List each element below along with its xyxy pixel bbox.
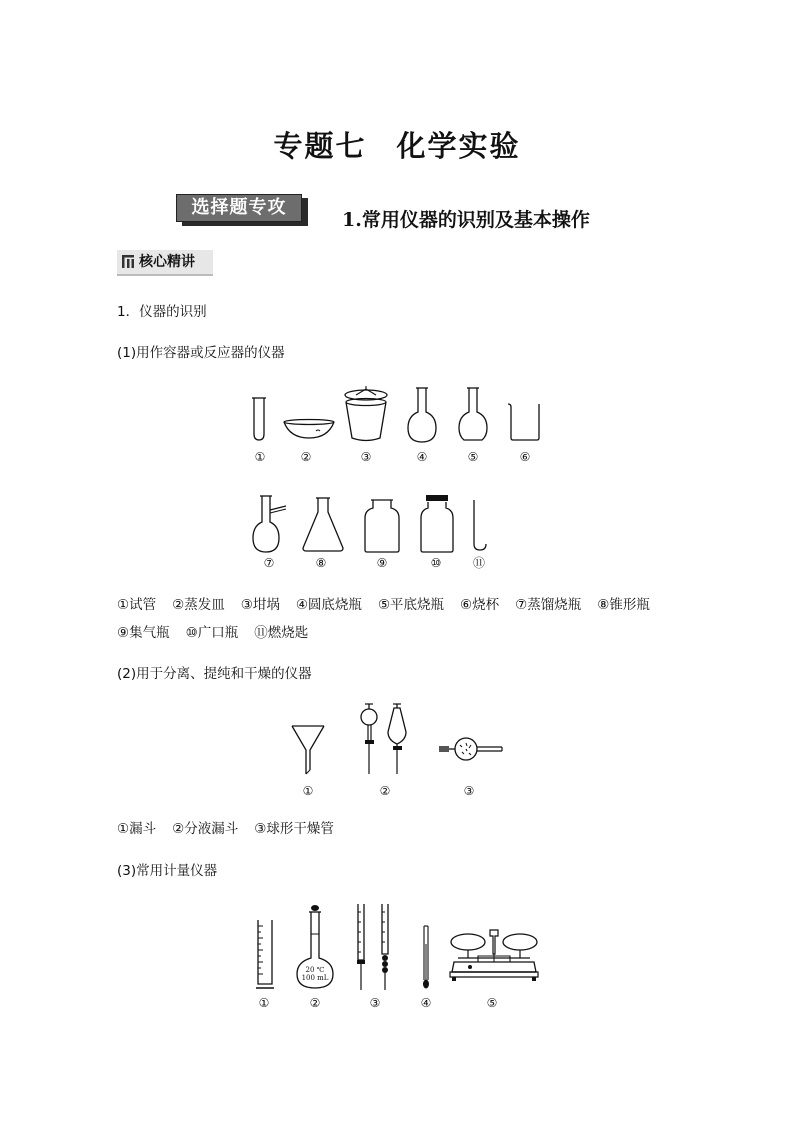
name-item: ③球形干燥管 xyxy=(254,821,334,837)
volumetric-flask-icon xyxy=(294,904,336,990)
graduated-cylinder-icon xyxy=(255,918,275,990)
combustion-spoon-icon xyxy=(468,498,488,554)
group2-names xyxy=(117,820,350,838)
g3-caption-5: ⑤ xyxy=(486,996,498,1010)
separatory-funnel-icon xyxy=(356,702,410,778)
funnel-icon xyxy=(290,724,326,776)
core-label: 核心精讲 xyxy=(139,254,195,270)
caption-8: ⑧ xyxy=(315,556,327,570)
name-item: ⑥烧杯 xyxy=(460,597,500,613)
group1-names-line1 xyxy=(117,596,666,614)
wide-mouth-bottle-icon xyxy=(418,494,456,554)
round-bottom-flask-icon xyxy=(405,386,439,444)
badge-label: 选择题专攻 xyxy=(176,194,302,222)
title-part-1: 专题七 xyxy=(273,129,367,163)
g3-caption-1: ① xyxy=(258,996,270,1010)
group3-heading: (3)常用计量仪器 xyxy=(117,863,218,879)
caption-9: ⑨ xyxy=(376,556,388,570)
name-item: ⑩广口瓶 xyxy=(185,625,239,641)
title-part-2: 化学实验 xyxy=(396,129,521,163)
section-marker-icon xyxy=(122,255,134,268)
caption-3: ③ xyxy=(360,450,372,464)
g3-caption-3: ③ xyxy=(369,996,381,1010)
balance-icon xyxy=(448,928,540,984)
name-item: ⑪燃烧匙 xyxy=(254,625,309,641)
name-item: ⑦蒸馏烧瓶 xyxy=(515,597,582,613)
g2-caption-3: ③ xyxy=(463,784,475,798)
name-item: ④圆底烧瓶 xyxy=(295,597,362,613)
flask-temperature-label: 20 ℃ xyxy=(305,966,325,974)
caption-4: ④ xyxy=(416,450,428,464)
heading-instrument-identification: 1．仪器的识别 xyxy=(117,304,207,320)
caption-7: ⑦ xyxy=(263,556,275,570)
name-item: ③坩埚 xyxy=(240,597,280,613)
caption-6: ⑥ xyxy=(519,450,531,464)
conical-flask-icon xyxy=(300,496,346,554)
name-item: ①漏斗 xyxy=(117,821,157,837)
g2-caption-2: ② xyxy=(379,784,391,798)
section-title: 1.常用仪器的识别及基本操作 xyxy=(342,209,590,231)
group2-heading: (2)用于分离、提纯和干燥的仪器 xyxy=(117,666,312,682)
group1-names-line2 xyxy=(117,624,324,642)
test-tube-icon xyxy=(250,396,268,444)
flat-bottom-flask-icon xyxy=(456,386,490,444)
crucible-icon xyxy=(342,386,390,444)
core-label-box xyxy=(117,250,213,276)
caption-2: ② xyxy=(300,450,312,464)
name-item: ②分液漏斗 xyxy=(172,821,239,837)
group1-heading: (1)用作容器或反应器的仪器 xyxy=(117,345,285,361)
g3-caption-2: ② xyxy=(309,996,321,1010)
g2-caption-1: ① xyxy=(302,784,314,798)
name-item: ①试管 xyxy=(117,597,157,613)
caption-5: ⑤ xyxy=(467,450,479,464)
name-item: ⑨集气瓶 xyxy=(117,625,170,641)
burettes-icon xyxy=(352,902,396,992)
page-title xyxy=(0,124,794,165)
evaporating-dish-icon xyxy=(282,418,336,442)
caption-11: ⑪ xyxy=(472,556,485,570)
name-item: ②蒸发皿 xyxy=(172,597,225,613)
caption-1: ① xyxy=(254,450,266,464)
g3-caption-4: ④ xyxy=(420,996,432,1010)
distillation-flask-icon xyxy=(252,494,288,554)
beaker-icon xyxy=(507,402,543,442)
drying-tube-icon xyxy=(438,736,504,764)
gas-collecting-bottle-icon xyxy=(362,498,402,554)
question-type-badge xyxy=(176,194,304,224)
name-item: ⑤平底烧瓶 xyxy=(377,597,445,613)
name-item: ⑧锥形瓶 xyxy=(597,597,650,613)
caption-10: ⑩ xyxy=(430,556,442,570)
flask-volume-label: 100 mL xyxy=(301,974,329,982)
thermometer-icon xyxy=(420,924,432,990)
